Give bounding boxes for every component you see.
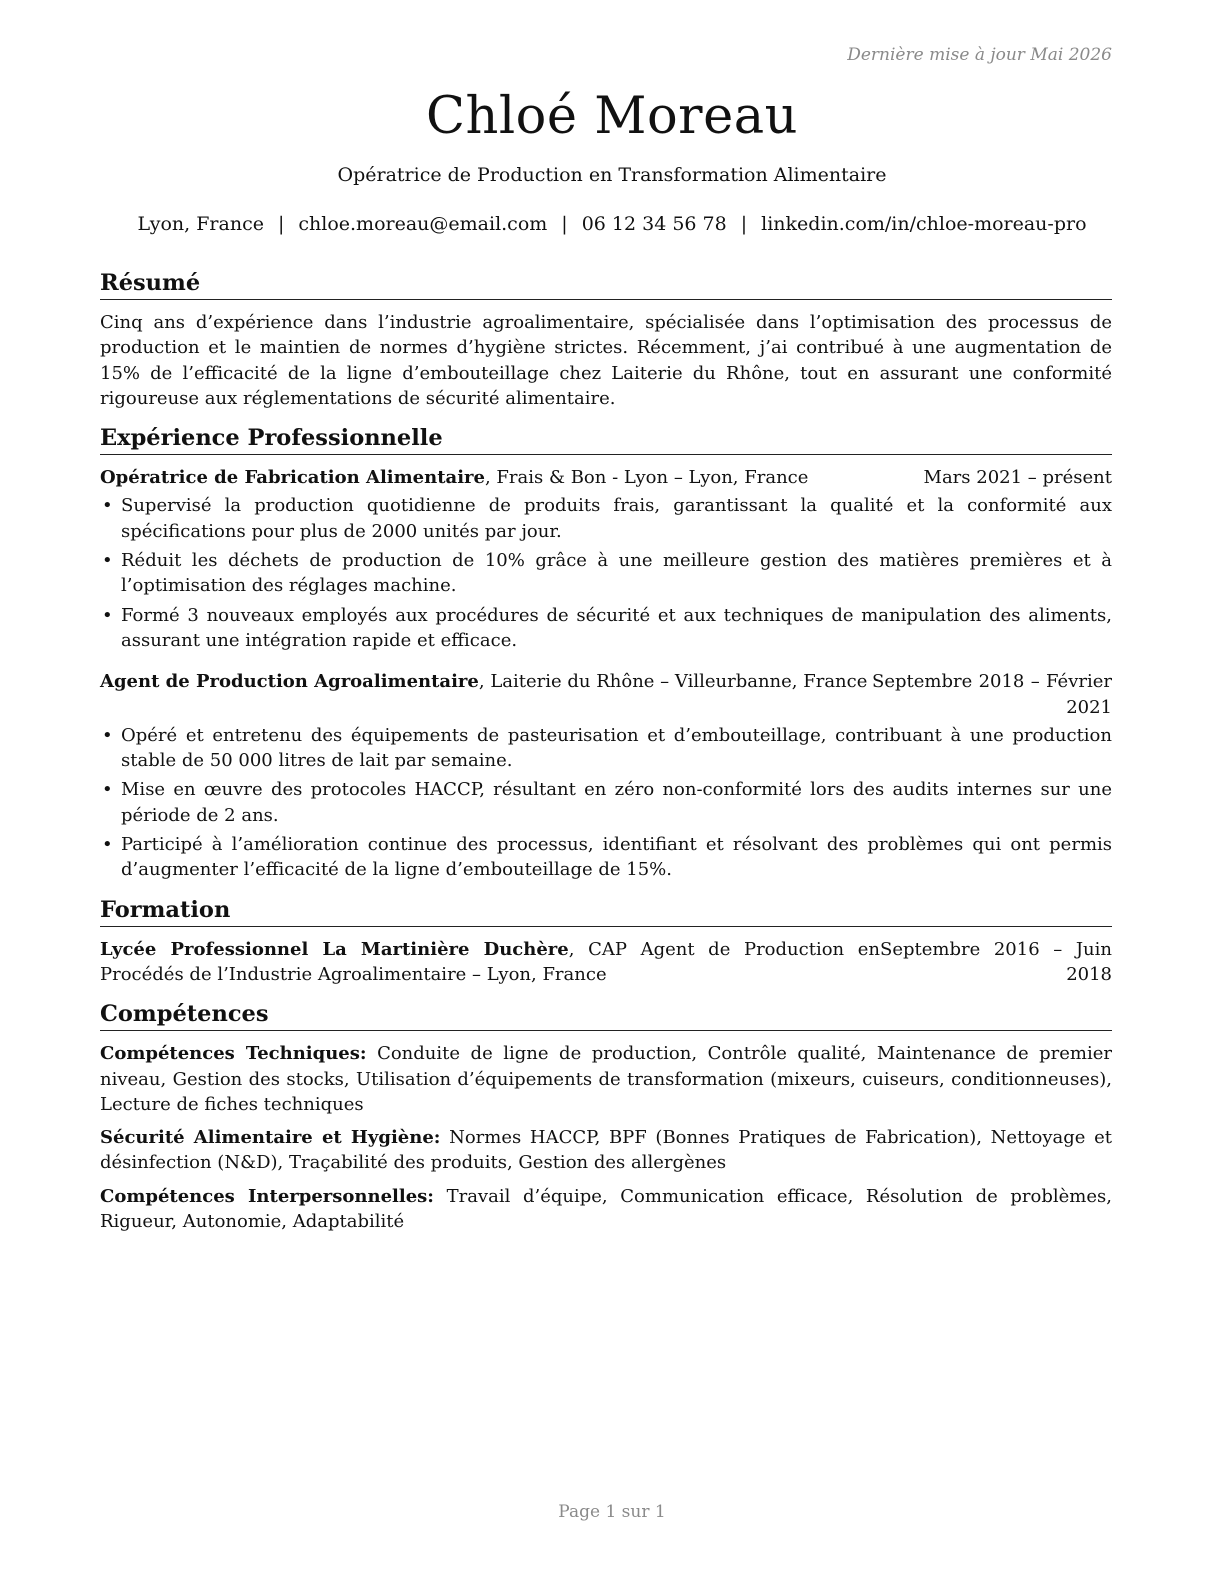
skill-text: Conduite de ligne de production, Contrôle qualité, Maintenance de premier niveau, Gestion des stocks, Utilisation d’équipements de transformation (mixeurs, cuiseurs, conditionneuses), Lecture de fiches techniques bbox=[100, 1043, 1112, 1115]
job-dates: Septembre 2018 – Février 2021 bbox=[872, 671, 1112, 718]
contact-separator: | bbox=[740, 213, 748, 235]
contact-separator: | bbox=[277, 213, 285, 235]
skill-text: Normes HACCP, BPF (Bonnes Pratiques de Fabrication), Nettoyage et désinfection (N&D), Traçabilité des produits, Gestion des allergènes bbox=[100, 1127, 1112, 1174]
candidate-name: Chloé Moreau bbox=[425, 87, 798, 146]
section-title-education: Formation bbox=[100, 895, 1112, 927]
education-degree: , CAP Agent de Production en Procédés de l’Industrie Agroalimentaire – Lyon, France bbox=[100, 938, 880, 985]
education-entry bbox=[100, 937, 1112, 988]
education-dates: Septembre 2016 – Juin 2018 bbox=[880, 938, 1112, 985]
job-company: , Frais & Bon - Lyon – Lyon, France bbox=[484, 467, 809, 489]
last-updated-note: Dernière mise à jour Mai 2026 bbox=[847, 45, 1112, 65]
job-bullet: • Formé 3 nouveaux employés aux procédures de sécurité et aux techniques de manipulation des aliments, assurant une intégration rapide et efficace. bbox=[100, 603, 1112, 654]
summary-section bbox=[100, 268, 1112, 411]
job-entry bbox=[100, 669, 1112, 882]
experience-section bbox=[100, 423, 1112, 882]
education-section bbox=[100, 895, 1112, 988]
job-bullet: • Participé à l’amélioration continue des processus, identifiant et résolvant des problèmes qui ont permis d’augmenter l’efficacité de la ligne d’embouteillage de 15%. bbox=[100, 832, 1112, 883]
contact-separator: | bbox=[561, 213, 568, 235]
skills-section bbox=[100, 999, 1112, 1234]
skill-label: Sécurité Alimentaire et Hygiène: bbox=[100, 1127, 441, 1149]
job-role: Opératrice de Fabrication Alimentaire bbox=[100, 467, 485, 489]
skill-text: Travail d’équipe, Communication efficace, Résolution de problèmes, Rigueur, Autonomie, Adaptabilité bbox=[100, 1185, 1112, 1233]
job-header bbox=[100, 465, 1112, 490]
job-dates: Mars 2021 – présent bbox=[923, 467, 1112, 489]
skill-label: Compétences Techniques: bbox=[100, 1043, 367, 1065]
job-bullets bbox=[100, 723, 1112, 883]
summary-text: Cinq ans d’expérience dans l’industrie agroalimentaire, spécialisée dans l’optimisation des processus de production et le maintien de normes d’hygiène strictes. Récemment, j’ai contribué à une augmentation de 15% de l’efficacité de la ligne d’embouteillage chez Laiterie du Rhône, tout en assurant une conformité rigoureuse aux réglementations de sécurité alimentaire. bbox=[100, 312, 1112, 409]
candidate-title: Opératrice de Production en Transformation Alimentaire bbox=[337, 164, 887, 186]
education-school: Lycée Professionnel La Martinière Duchère bbox=[100, 938, 569, 960]
contact-line bbox=[0, 213, 1224, 235]
contact-email[interactable]: chloe.moreau@email.com bbox=[298, 213, 548, 235]
section-title-experience: Expérience Professionnelle bbox=[100, 423, 1112, 455]
section-title-skills: Compétences bbox=[100, 999, 1112, 1031]
job-bullet: • Opéré et entretenu des équipements de pasteurisation et d’embouteillage, contribuant à une production stable de 50 000 litres de lait par semaine. bbox=[100, 723, 1112, 774]
job-bullet: • Réduit les déchets de production de 10% grâce à une meilleure gestion des matières premières et à l’optimisation des réglages machine. bbox=[100, 548, 1112, 599]
contact-linkedin[interactable]: linkedin.com/in/chloe-moreau-pro bbox=[761, 213, 1087, 235]
job-header bbox=[100, 669, 1112, 720]
job-entry bbox=[100, 465, 1112, 653]
skill-group bbox=[100, 1184, 1112, 1235]
page-number: Page 1 sur 1 bbox=[558, 1502, 666, 1522]
skill-label: Compétences Interpersonnelles: bbox=[100, 1185, 434, 1207]
resume-header bbox=[0, 84, 1224, 235]
job-bullet: • Supervisé la production quotidienne de produits frais, garantissant la qualité et la conformité aux spécifications pour plus de 2000 unités par jour. bbox=[100, 493, 1112, 544]
job-bullets bbox=[100, 493, 1112, 653]
job-role: Agent de Production Agroalimentaire bbox=[100, 671, 479, 693]
skill-group bbox=[100, 1125, 1112, 1176]
job-bullet: • Mise en œuvre des protocoles HACCP, résultant en zéro non-conformité lors des audits internes sur une période de 2 ans. bbox=[100, 777, 1112, 828]
section-title-summary: Résumé bbox=[100, 268, 1112, 300]
resume-body bbox=[100, 268, 1112, 1246]
job-company: , Laiterie du Rhône – Villeurbanne, France bbox=[478, 671, 868, 693]
skill-group bbox=[100, 1041, 1112, 1117]
contact-location: Lyon, France bbox=[137, 213, 264, 235]
contact-phone: 06 12 34 56 78 bbox=[581, 213, 727, 235]
